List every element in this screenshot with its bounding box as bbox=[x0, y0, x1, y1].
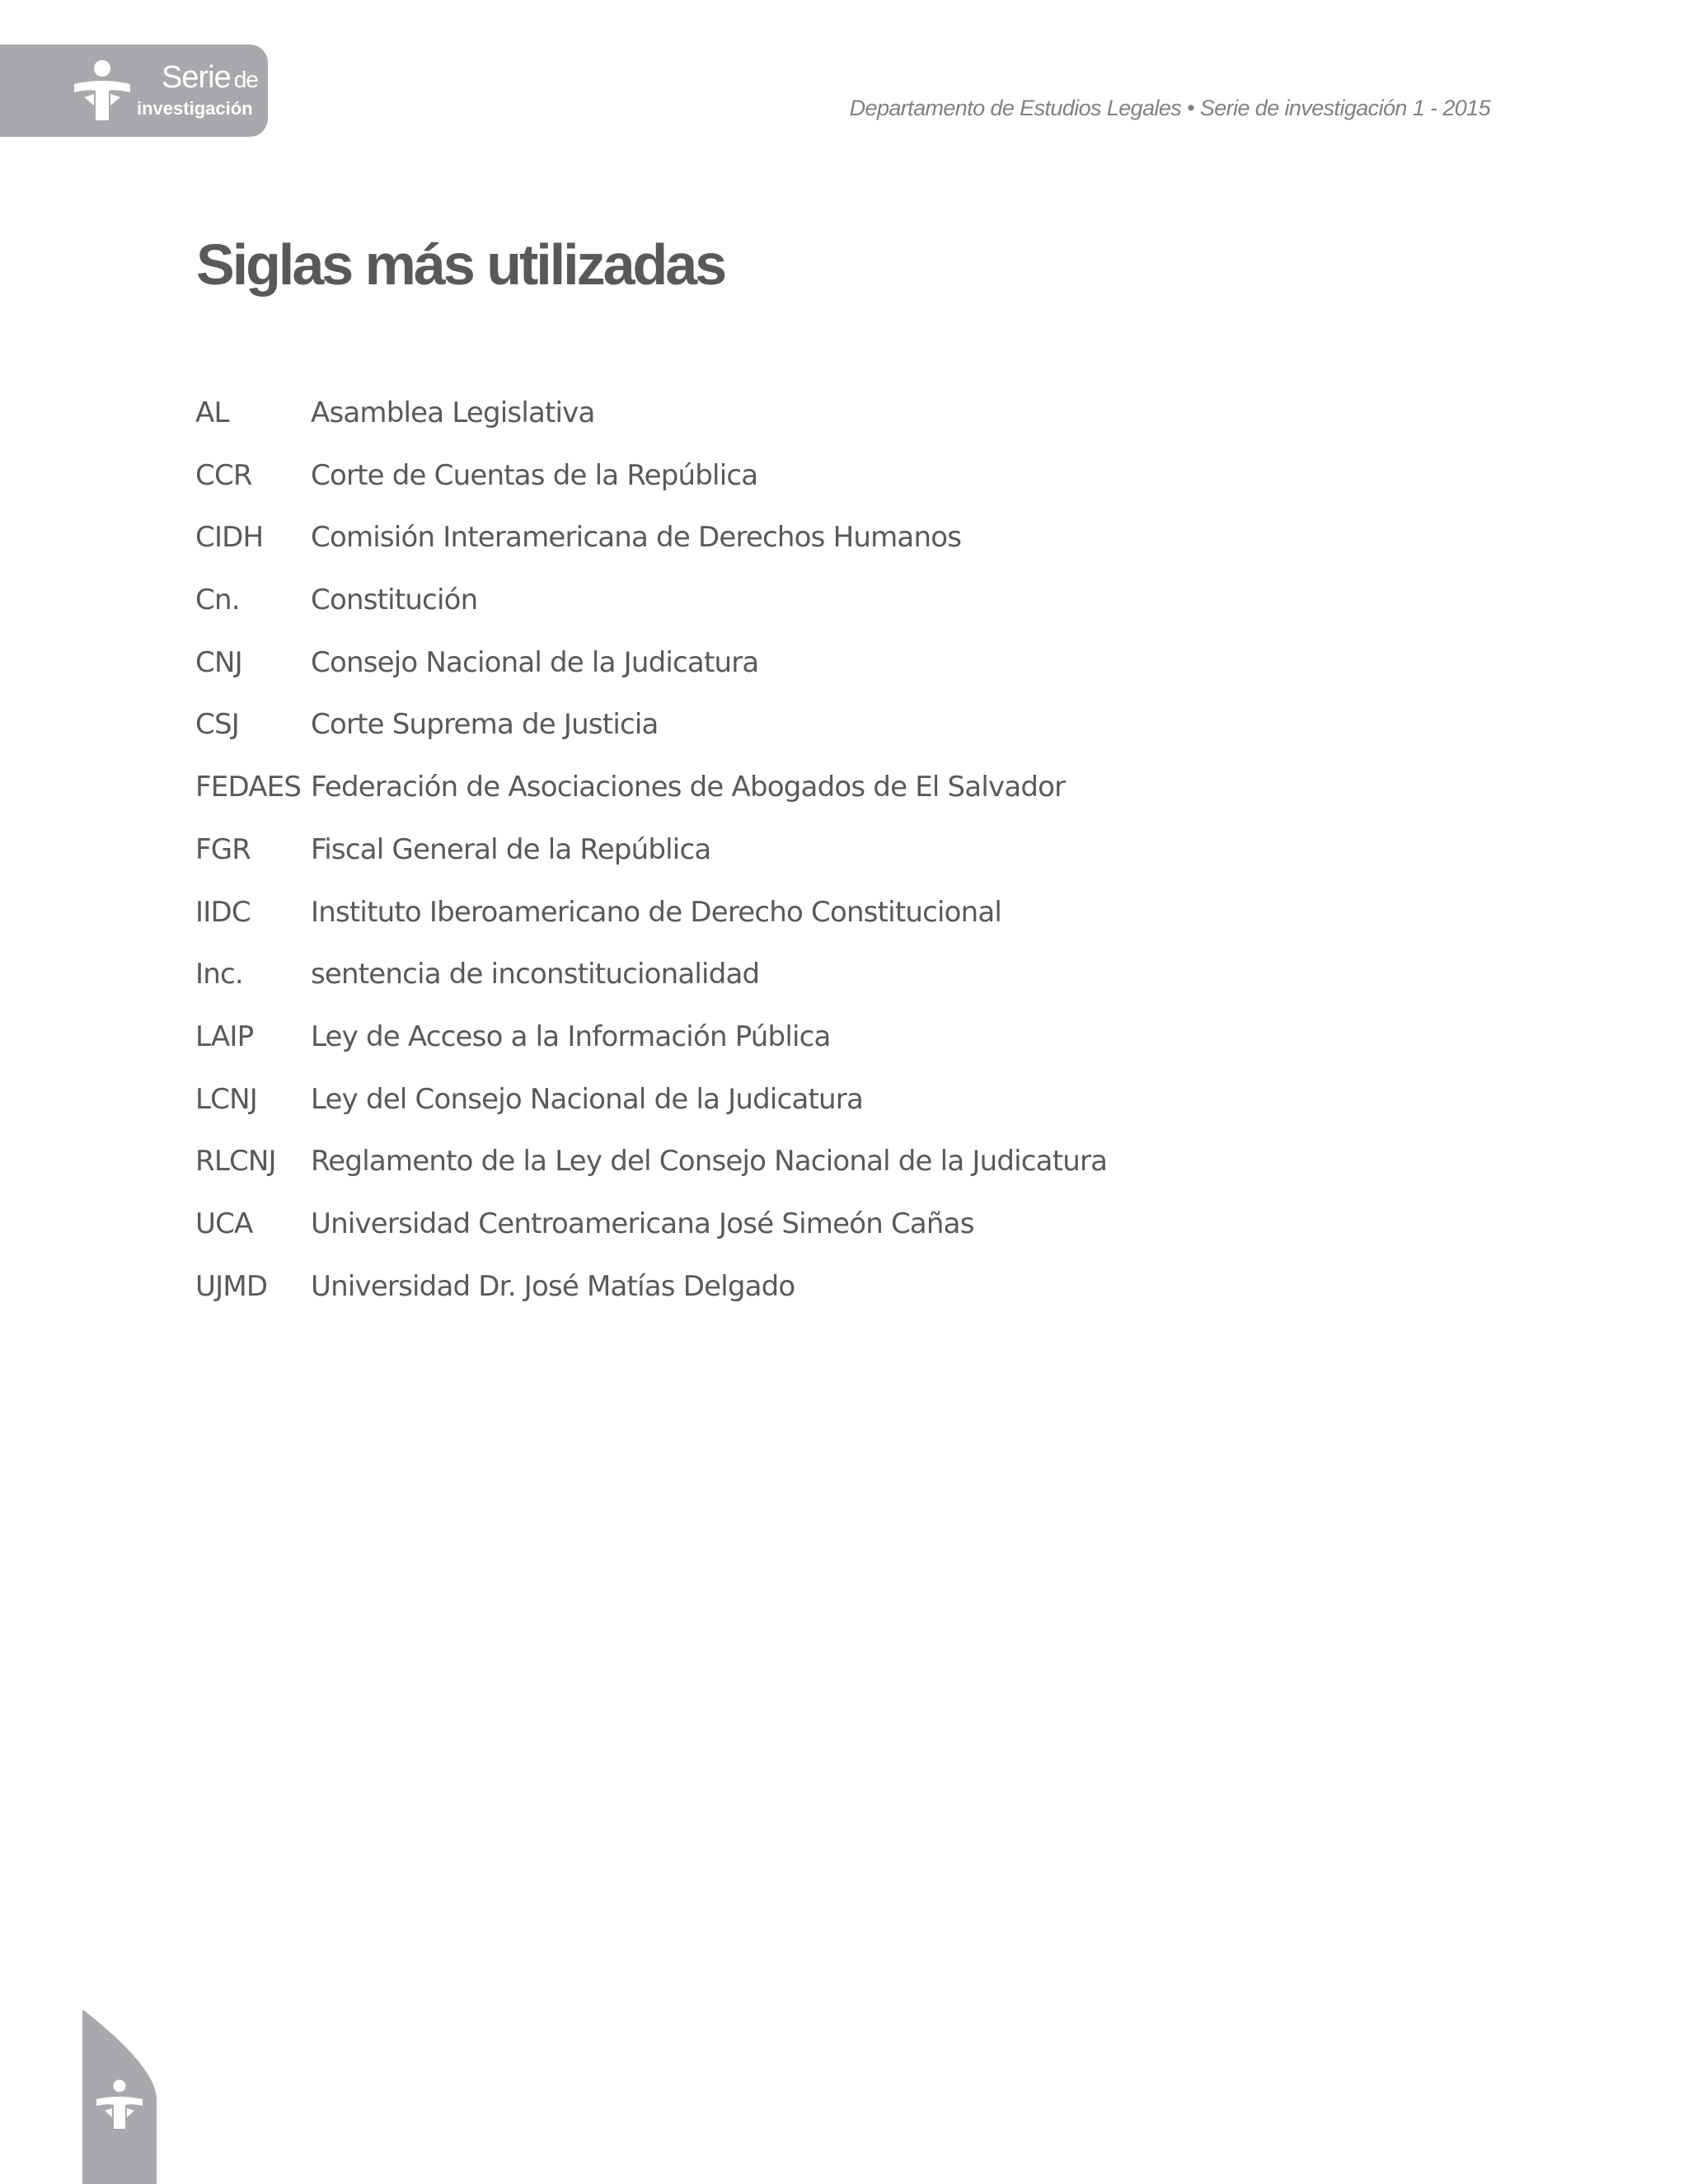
badge-investigacion-text: investigación bbox=[137, 98, 253, 119]
acronym-abbr: UJMD bbox=[195, 1269, 268, 1303]
acronym-abbr: LAIP bbox=[195, 1019, 254, 1053]
acronym-abbr: LCNJ bbox=[195, 1082, 257, 1116]
acronym-row bbox=[195, 705, 1107, 768]
acronym-abbr: AL bbox=[195, 396, 229, 429]
acronym-row bbox=[195, 581, 1107, 644]
acronym-meaning: Asamblea Legislativa bbox=[311, 396, 595, 429]
acronym-meaning: Corte Suprema de Justicia bbox=[311, 708, 659, 742]
running-header: Departamento de Estudios Legales • Serie de investigación 1 - 2015 bbox=[849, 96, 1490, 120]
acronym-abbr: CSJ bbox=[195, 708, 239, 742]
acronym-abbr: FGR bbox=[195, 832, 251, 866]
acronym-meaning: Ley de Acceso a la Información Pública bbox=[311, 1019, 831, 1053]
acronym-abbr: IIDC bbox=[195, 895, 251, 929]
acronym-row bbox=[195, 1268, 1107, 1330]
acronym-meaning: Fiscal General de la República bbox=[311, 832, 711, 866]
page-title: Siglas más utilizadas bbox=[196, 232, 725, 297]
acronym-row bbox=[195, 1080, 1107, 1143]
acronym-meaning: Reglamento de la Ley del Consejo Nacional de la Judicatura bbox=[311, 1145, 1108, 1179]
acronym-meaning: Constitución bbox=[311, 583, 478, 617]
acronym-row bbox=[195, 1142, 1107, 1205]
acronym-meaning: Universidad Centroamericana José Simeón Cañas bbox=[311, 1207, 974, 1240]
acronym-meaning: Comisión Interamericana de Derechos Humanos bbox=[311, 521, 962, 555]
acronym-row bbox=[195, 394, 1107, 457]
acronym-abbr: FEDAES bbox=[195, 771, 302, 804]
acronym-meaning: sentencia de inconstitucionalidad bbox=[311, 958, 760, 991]
acronym-abbr: CCR bbox=[195, 458, 252, 492]
badge-de-text: de bbox=[233, 67, 258, 92]
acronym-meaning: Federación de Asociaciones de Abogados de El Salvador bbox=[311, 771, 1066, 804]
acronym-row bbox=[195, 831, 1107, 893]
acronym-meaning: Consejo Nacional de la Judicatura bbox=[311, 645, 759, 679]
acronym-row bbox=[195, 893, 1107, 956]
acronym-row bbox=[195, 1018, 1107, 1080]
acronym-abbr: CIDH bbox=[195, 521, 264, 555]
acronym-meaning: Ley del Consejo Nacional de la Judicatura bbox=[311, 1082, 863, 1116]
acronym-row bbox=[195, 1205, 1107, 1268]
acronym-list bbox=[195, 394, 1107, 1329]
acronym-row bbox=[195, 457, 1107, 519]
acronym-abbr: CNJ bbox=[195, 645, 242, 679]
acronym-abbr: RLCNJ bbox=[195, 1145, 276, 1179]
acronym-meaning: Universidad Dr. José Matías Delgado bbox=[311, 1269, 795, 1303]
acronym-meaning: Corte de Cuentas de la República bbox=[311, 458, 758, 492]
acronym-row bbox=[195, 518, 1107, 581]
corner-tab bbox=[82, 2009, 157, 2184]
acronym-row bbox=[195, 955, 1107, 1018]
acronym-abbr: UCA bbox=[195, 1207, 253, 1240]
series-badge bbox=[0, 45, 268, 137]
acronym-meaning: Instituto Iberoamericano de Derecho Constitucional bbox=[311, 895, 1002, 929]
acronym-abbr: Inc. bbox=[195, 958, 243, 991]
person-logo-icon bbox=[73, 59, 132, 124]
acronym-abbr: Cn. bbox=[195, 583, 240, 617]
acronym-row bbox=[195, 644, 1107, 706]
badge-serie-text: Serie de bbox=[162, 60, 258, 95]
acronym-row bbox=[195, 768, 1107, 831]
